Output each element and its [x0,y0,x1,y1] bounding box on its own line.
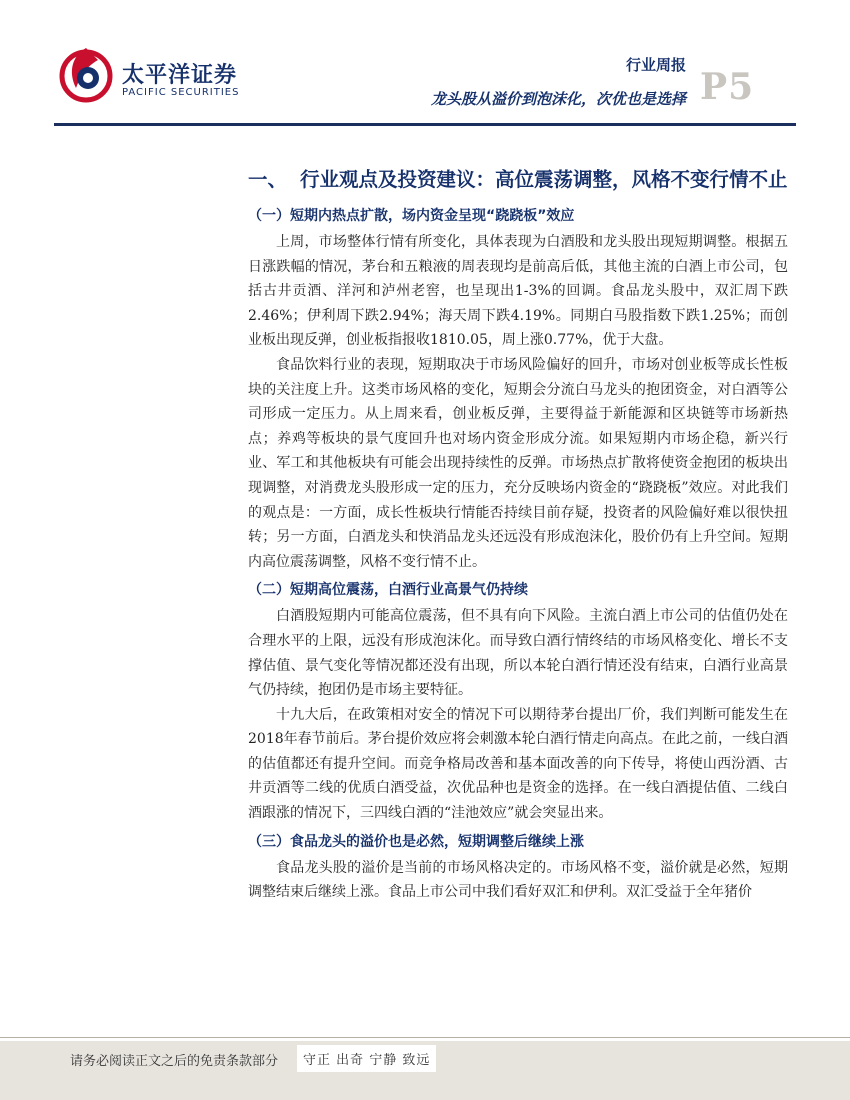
footer-motto: 守正 出奇 宁静 致远 [297,1045,436,1072]
footer-divider [0,1037,850,1038]
paragraph: 食品龙头股的溢价是当前的市场风格决定的。市场风格不变，溢价就是必然，短期调整结束后继续上涨。食品上市公司中我们看好双汇和伊利。双汇受益于全年猪价 [248,859,788,901]
paragraph: 白酒股短期内可能高位震荡，但不具有向下风险。主流白酒上市公司的估值仍处在合理水平的上限，远没有形成泡沫化。而导致白酒行情终结的市场风格变化、增长不支撑估值、景气变化等情况都还没有出现，所以本轮白酒行情还没有结束，白酒行业高景气仍持续，抱团仍是市场主要特征。 [248,608,788,699]
logo-chinese-name: 太平洋证券 [122,63,238,88]
paragraph: 食品饮料行业的表现，短期取决于市场风险偏好的回升，市场对创业板等成长性板块的关注度上升。这类市场风格的变化，短期会分流白马龙头的抱团资金，对白酒等公司形成一定压力。从上周来看，创业板反弹，主要得益于新能源和区块链等市场新热点；养鸡等板块的景气度回升也对场内资金形成分流。如果短期内市场企稳，新兴行业、军工和其他板块有可能会出现持续性的反弹。市场热点扩散将使资金抱团的板块出现调整，对消费龙头股形成一定的压力，充分反映场内资金的“跷跷板”效应。对此我们的观点是：一方面，成长性板块行情能否持续目前存疑，投资者的风险偏好难以很快扭转；另一方面，白酒龙头和快消品龙头还远没有形成泡沫化，股价仍有上升空间。短期内高位震荡调整，风格不变行情不止。 [248,356,788,570]
section-title-text: 行业观点及投资建议：高位震荡调整，风格不变行情不止 [300,168,788,191]
pacific-logo-icon [58,42,114,104]
paragraph: 上周，市场整体行情有所变化，具体表现为白酒股和龙头股出现短期调整。根据五日涨跌幅的情况，茅台和五粮液的周表现均是前高后低，其他主流的白酒上市公司，包括古井贡酒、洋河和泸州老窖，也呈现出1-3%的回调。食品龙头股中，双汇周下跌2.46%；伊利周下跌2.94%；海天周下跌4.19%。同期白马股指数下跌1.25%；而创业板出现反弹，创业板指报收1810.05，周上涨0.77%，优于大盘。 [248,234,788,349]
report-subtitle: 龙头股从溢价到泡沫化，次优也是选择 [430,90,686,108]
subsection-3 [248,832,788,905]
company-logo [58,42,258,104]
page-header [0,0,850,130]
report-type: 行业周报 [625,56,686,74]
page-number-badge: P5 [700,66,755,108]
subsection-1 [248,206,788,574]
section-number: 一、 [248,168,288,191]
subsection-heading: （一）短期内热点扩散，场内资金呈现“跷跷板”效应 [248,208,575,224]
section-title [248,160,788,200]
subsection-heading: （二）短期高位震荡，白酒行业高景气仍持续 [248,582,528,599]
logo-english-name: PACIFIC SECURITIES [122,87,240,98]
paragraph: 十九大后，在政策相对安全的情况下可以期待茅台提出厂价，我们判断可能发生在2018年春节前后。茅台提价效应将会刺激本轮白酒行情走向高点。在此之前，一线白酒的估值都还有提升空间。而竞争格局改善和基本面改善的向下传导，将使山西汾酒、古井贡酒等二线的优质白酒受益，次优品种也是资金的选择。在一线白酒提估值、二线白酒跟涨的情况下，三四线白酒的“洼池效应”就会突显出来。 [248,706,788,822]
subsection-heading: （三）食品龙头的溢价也是必然，短期调整后继续上涨 [248,833,584,850]
main-content [248,160,788,905]
subsection-2 [248,580,788,825]
footer-disclaimer: 请务必阅读正文之后的免责条款部分 [70,1054,279,1069]
header-divider [54,123,796,126]
